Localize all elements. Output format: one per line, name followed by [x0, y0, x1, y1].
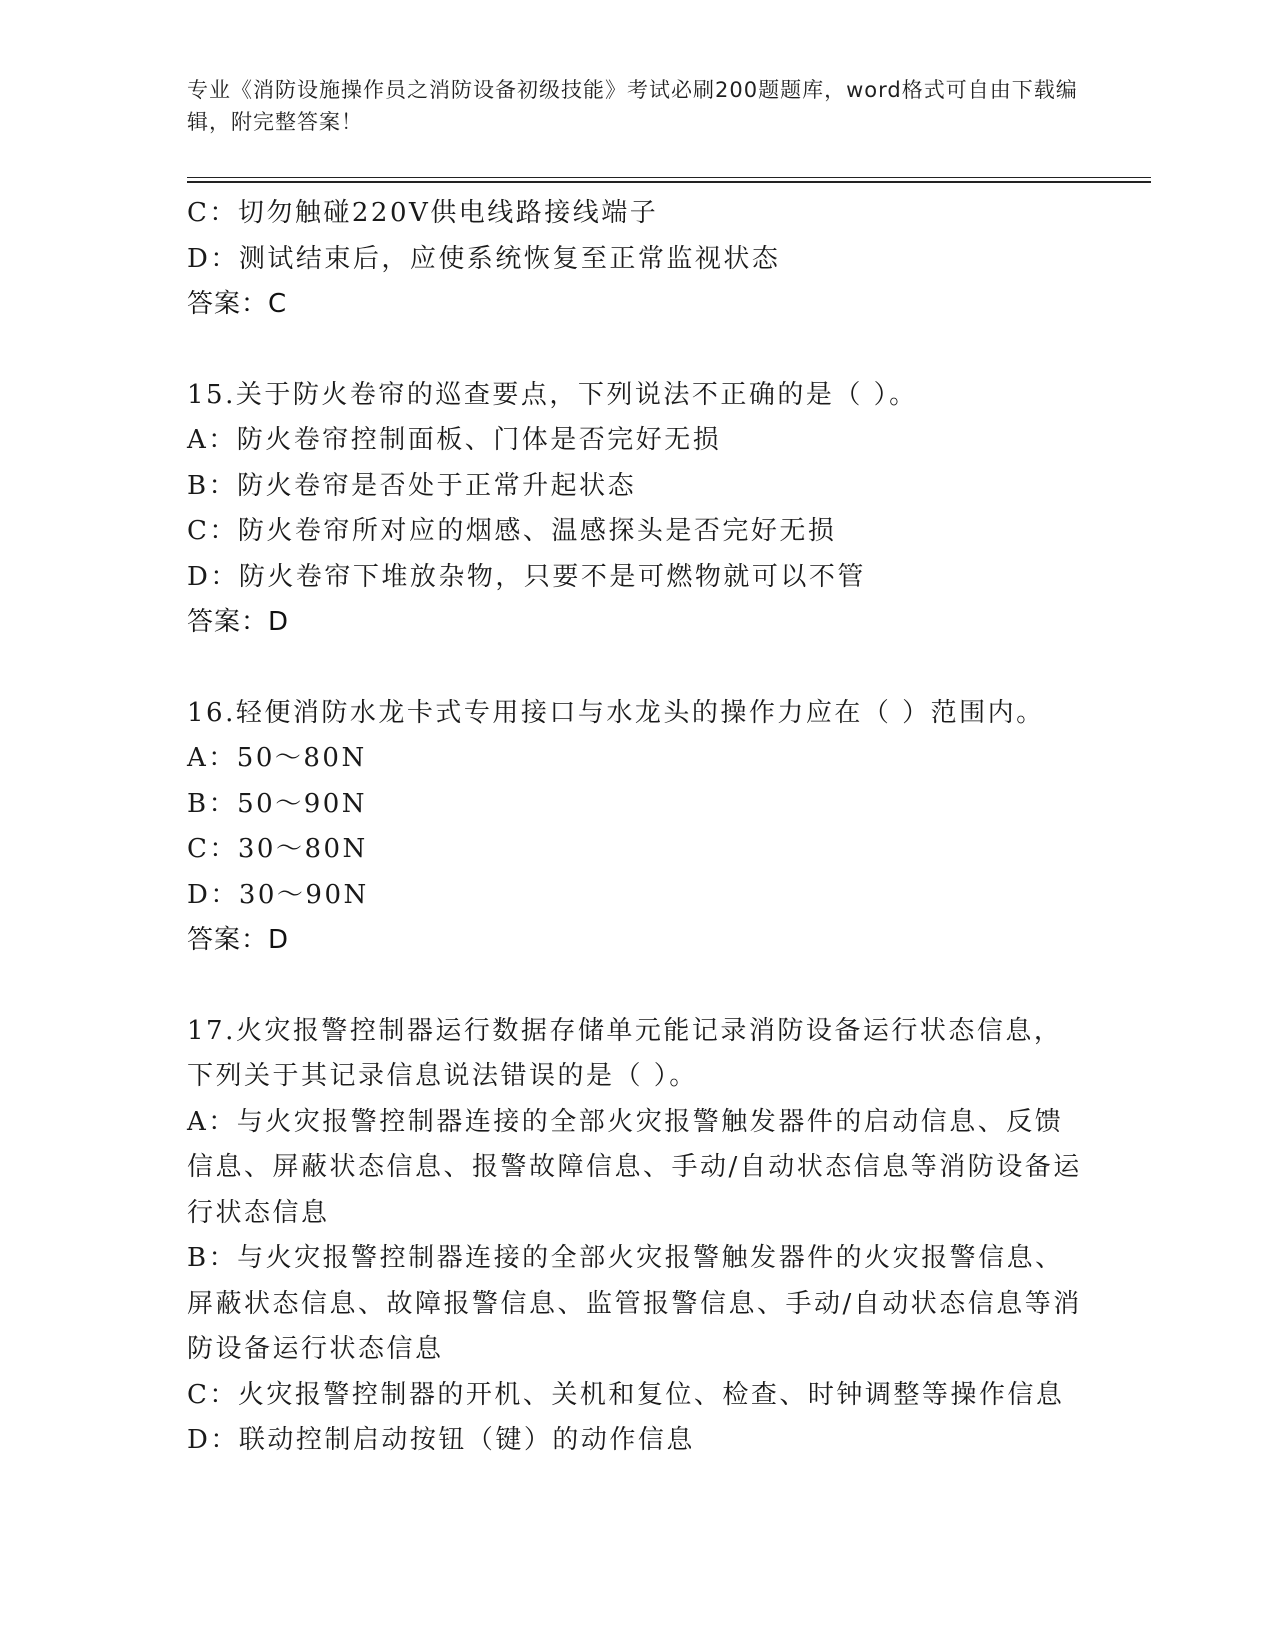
question-stem: 17.火灾报警控制器运行数据存储单元能记录消防设备运行状态信息，下列关于其记录信息说法错误的是（ ）。: [187, 1015, 1063, 1091]
option-c: C：切勿触碰220V供电线路接线端子: [187, 198, 659, 228]
question-content: [187, 191, 1087, 1464]
answer-line: 答案：D: [187, 607, 290, 637]
page-header: 专业《消防设施操作员之消防设备初级技能》考试必刷200题题库，word格式可自由下载编辑，附完整答案！: [187, 78, 1078, 134]
spacer: [187, 646, 1087, 691]
option-b: B：50～90N: [187, 788, 368, 819]
option-c: C：防火卷帘所对应的烟感、温感探头是否完好无损: [187, 516, 837, 546]
option-b: B：与火灾报警控制器连接的全部火灾报警触发器件的火灾报警信息、屏蔽状态信息、故障报警信息、监管报警信息、手动/自动状态信息等消防设备运行状态信息: [187, 1243, 1082, 1364]
previous-question-tail: [187, 191, 1087, 328]
option-d: D：防火卷帘下堆放杂物，只要不是可燃物就可以不管: [187, 561, 866, 592]
question-15: [187, 373, 1087, 646]
question-16: [187, 691, 1087, 964]
option-d: D：30～90N: [187, 879, 369, 910]
answer-line: 答案：D: [187, 925, 290, 955]
option-c: C：火灾报警控制器的开机、关机和复位、检查、时钟调整等操作信息: [187, 1379, 1065, 1410]
option-a: A：防火卷帘控制面板、门体是否完好无损: [187, 425, 722, 455]
option-a: A：50～80N: [187, 743, 367, 773]
option-c: C：30～80N: [187, 834, 368, 864]
option-d: D：测试结束后，应使系统恢复至正常监视状态: [187, 243, 781, 274]
option-b: B：防火卷帘是否处于正常升起状态: [187, 470, 637, 501]
question-17: [187, 1009, 1087, 1464]
question-stem: 15.关于防火卷帘的巡查要点，下列说法不正确的是（ ）。: [187, 379, 918, 410]
header-divider-thin: [187, 177, 1151, 178]
answer-line: 答案：C: [187, 289, 288, 319]
spacer: [187, 964, 1087, 1009]
question-stem: 16.轻便消防水龙卡式专用接口与水龙头的操作力应在（ ）范围内。: [187, 697, 1045, 728]
option-d: D：联动控制启动按钮（键）的动作信息: [187, 1425, 695, 1455]
header-divider-thick: [187, 181, 1151, 183]
option-a: A：与火灾报警控制器连接的全部火灾报警触发器件的启动信息、反馈信息、屏蔽状态信息、报警故障信息、手动/自动状态信息等消防设备运行状态信息: [187, 1106, 1082, 1228]
spacer: [187, 328, 1087, 373]
